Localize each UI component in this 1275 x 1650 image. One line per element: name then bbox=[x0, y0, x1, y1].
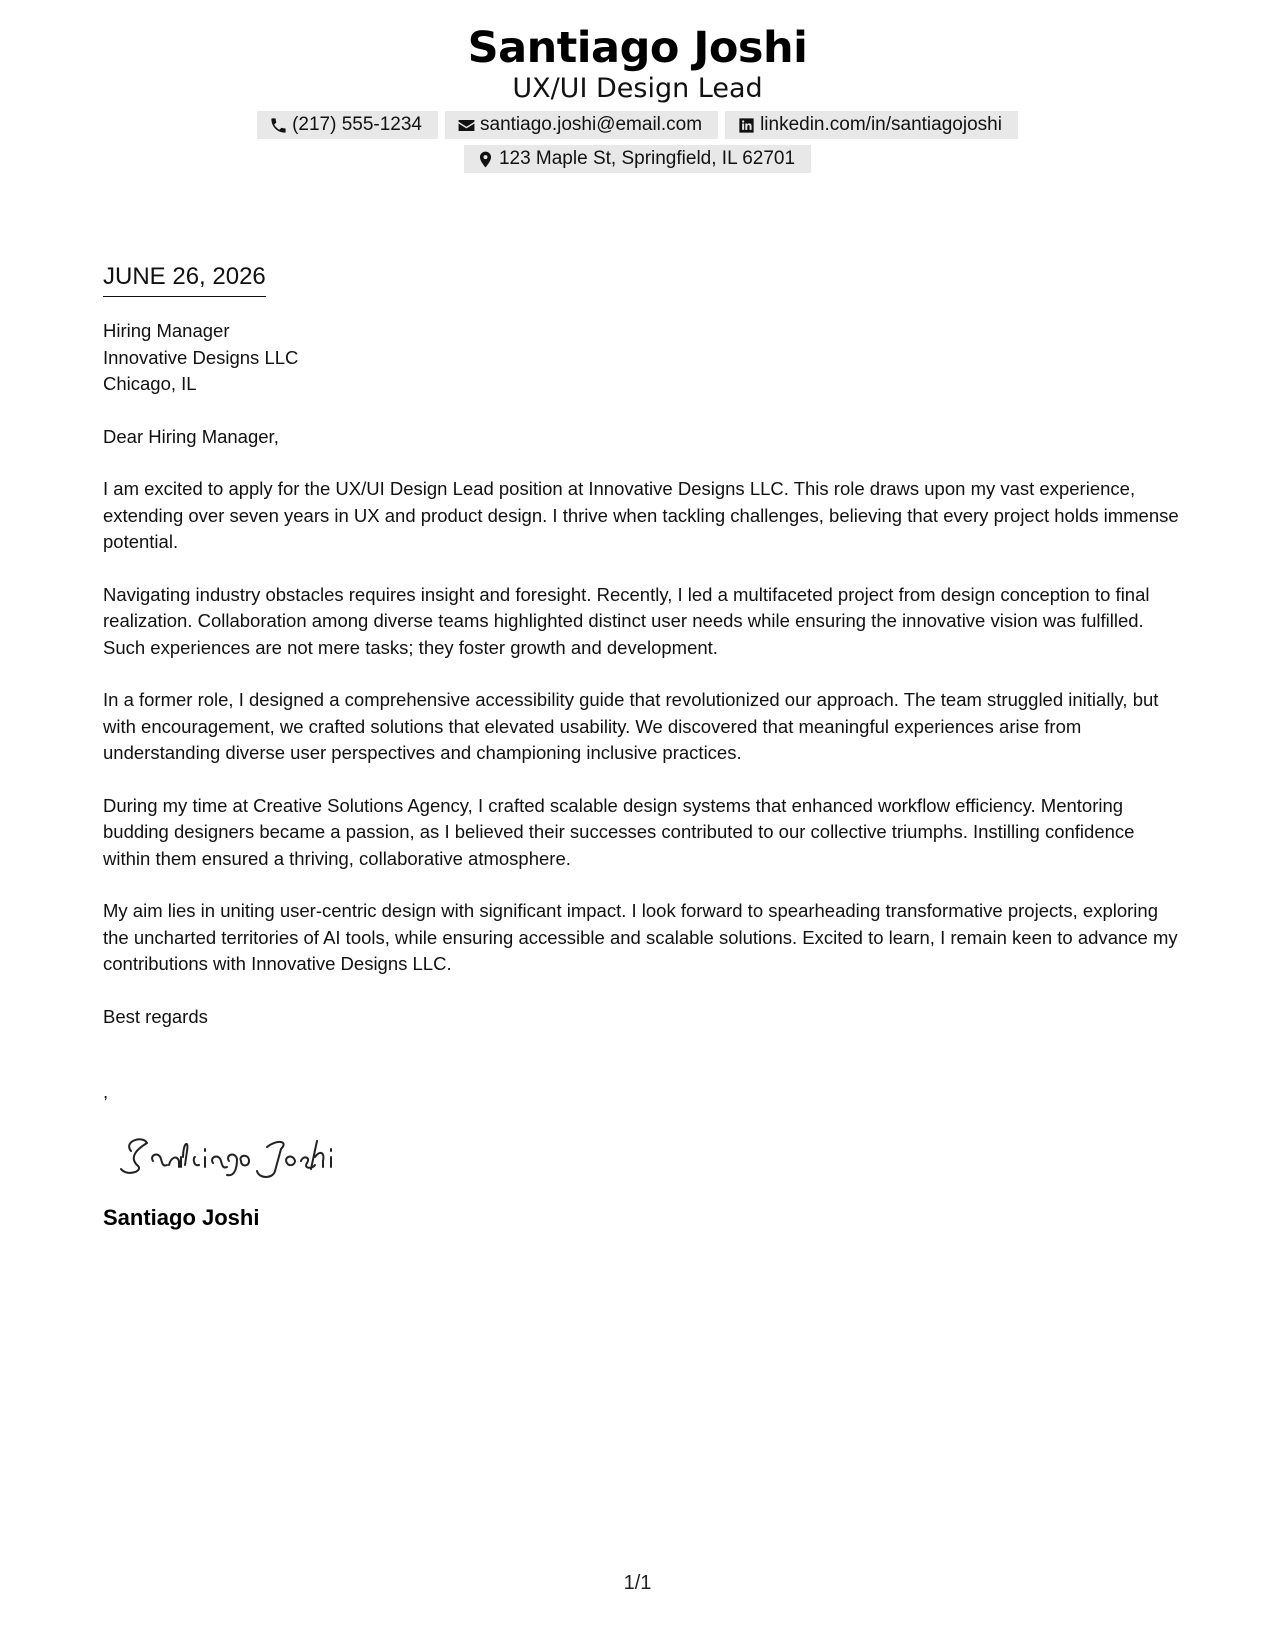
paragraph-2: Navigating industry obstacles requires insight and foresight. Recently, I led a multifaceted project from design conception to final realization. Collaboration among diverse teams highlighted distinct user needs while ensuring the innovative vision was fulfilled. Such experiences are not mere tasks; they foster growth and development. bbox=[103, 583, 1150, 658]
recipient-block bbox=[103, 318, 1183, 398]
recipient-company: Innovative Designs LLC bbox=[103, 346, 299, 368]
letter-body bbox=[103, 262, 1183, 1232]
envelope-icon bbox=[457, 116, 476, 135]
paragraph-1: I am excited to apply for the UX/UI Design Lead position at Innovative Designs LLC. This role draws upon my vast experience, extending over seven years in UX and product design. I thrive when tackling challenges, believing that every project holds immense potential. bbox=[103, 478, 1179, 552]
linkedin-chip bbox=[725, 111, 1018, 139]
address-chip bbox=[464, 145, 811, 173]
linkedin-text: linkedin.com/in/santiagojoshi bbox=[760, 114, 1002, 135]
phone-chip bbox=[257, 111, 438, 139]
paragraph-5: My aim lies in uniting user-centric design with significant impact. I look forward to spearheading transformative projects, exploring the uncharted territories of AI tools, while ensuring accessible and scalable solutions. Excited to learn, I remain keen to advance my contributions with Innovative Designs LLC. bbox=[103, 900, 1178, 974]
closing: Best regards bbox=[103, 1005, 208, 1027]
recipient-location: Chicago, IL bbox=[103, 373, 197, 394]
salutation: Dear Hiring Manager, bbox=[103, 425, 279, 447]
paragraph-4: During my time at Creative Solutions Agency, I crafted scalable design systems that enhanced workflow efficiency. Mentoring budding designers became a passion, as I believed their successes contributed to our collective triumphs. Instilling confidence within them ensured a thriving, collaborative atmosphere. bbox=[103, 794, 1135, 869]
closing-comma: , bbox=[103, 1081, 109, 1102]
handwritten-signature bbox=[117, 1127, 357, 1185]
contact-row bbox=[0, 111, 1275, 139]
page-number: 1/1 bbox=[623, 1572, 652, 1594]
linkedin-icon bbox=[737, 116, 756, 135]
email-chip bbox=[445, 111, 718, 139]
paragraph-3: In a former role, I designed a comprehensive accessibility guide that revolutionized our approach. The team struggled initially, but with encouragement, we crafted solutions that elevated usability. We discovered that meaningful experiences arise from understanding diverse user perspectives and championing inclusive practices. bbox=[103, 689, 1159, 763]
address-text: 123 Maple St, Springfield, IL 62701 bbox=[498, 148, 796, 169]
letter-date: JUNE 26, 2026 bbox=[103, 262, 266, 297]
signer-name: Santiago Joshi bbox=[103, 1204, 260, 1230]
map-marker-icon bbox=[476, 150, 495, 169]
phone-icon bbox=[269, 116, 288, 135]
applicant-role: UX/UI Design Lead bbox=[512, 73, 763, 104]
address-row bbox=[0, 145, 1275, 173]
letter-header bbox=[0, 22, 1275, 173]
phone-text: (217) 555-1234 bbox=[292, 114, 422, 135]
recipient-title: Hiring Manager bbox=[103, 320, 230, 341]
email-text: santiago.joshi@email.com bbox=[480, 114, 703, 135]
applicant-name: Santiago Joshi bbox=[467, 23, 808, 73]
